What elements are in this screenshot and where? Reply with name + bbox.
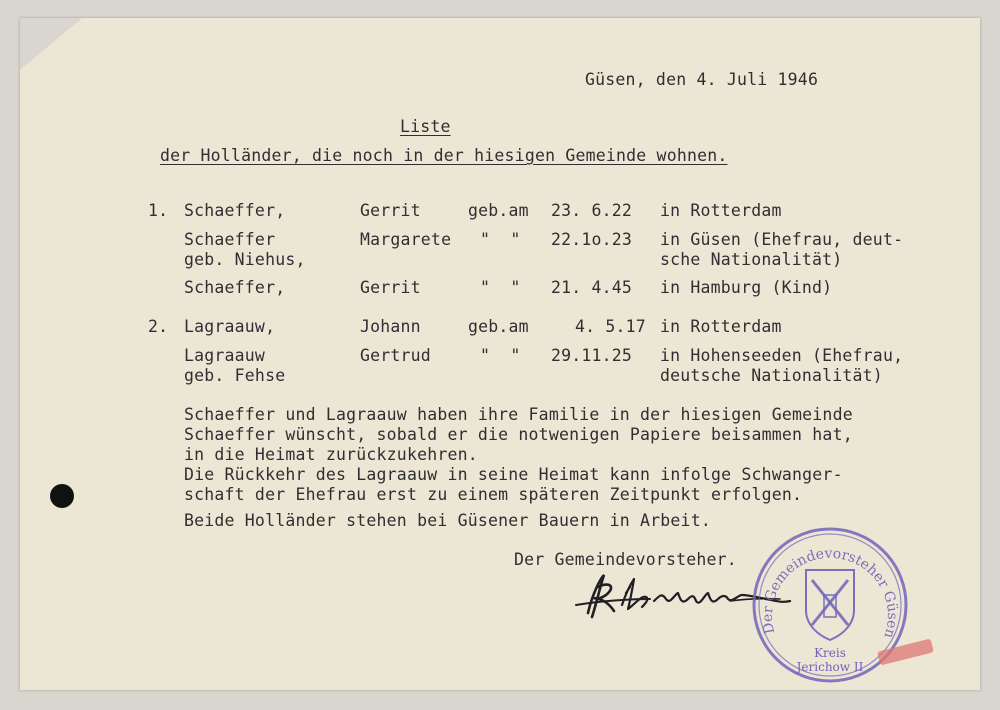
- firstname: Gerrit: [360, 201, 421, 220]
- maiden-name: geb. Fehse: [184, 366, 286, 385]
- body-line: in die Heimat zurückzukehren.: [184, 445, 478, 464]
- surname: Schaeffer,: [184, 201, 286, 220]
- ditto-mark: " ": [480, 278, 521, 297]
- body-line: Beide Holländer stehen bei Güsener Bauern in Arbeit.: [184, 511, 711, 530]
- firstname: Gerrit: [360, 278, 421, 297]
- surname: Schaeffer,: [184, 278, 286, 297]
- body-line: Schaeffer wünscht, sobald er die notwenigen Papiere beisammen hat,: [184, 425, 853, 444]
- birth-place: in Hamburg (Kind): [660, 278, 833, 297]
- document-title: Liste: [400, 117, 451, 136]
- body-line: schaft der Ehefrau erst zu einem späteren Zeitpunkt erfolgen.: [184, 485, 803, 504]
- born-label: geb.am: [468, 317, 529, 336]
- folded-corner: [20, 18, 82, 70]
- svg-text:Der Gemeindevorsteher Güsen: [760, 546, 900, 640]
- stamp-line2: Jerichow II: [796, 660, 864, 674]
- ditto-mark: " ": [480, 346, 521, 365]
- ditto-mark: " ": [480, 230, 521, 249]
- birth-place-cont: sche Nationalität): [660, 250, 843, 269]
- stamp-ring-text: Der Gemeindevorsteher Güsen: [759, 545, 901, 641]
- birth-date: 29.11.25: [551, 346, 633, 365]
- birth-place: in Rotterdam: [660, 317, 782, 336]
- document-subtitle: der Holländer, die noch in der hiesigen Gemeinde wohnen.: [160, 146, 728, 165]
- birth-date: 23. 6.22: [551, 201, 633, 220]
- body-line: Die Rückkehr des Lagraauw in seine Heimat kann infolge Schwanger-: [184, 465, 843, 484]
- birth-place-cont: deutsche Nationalität): [660, 366, 883, 385]
- maiden-name: geb. Niehus,: [184, 250, 306, 269]
- surname: Lagraauw: [184, 346, 266, 365]
- body-line: Schaeffer und Lagraauw haben ihre Familie in der hiesigen Gemeinde: [184, 405, 853, 424]
- place-date: Güsen, den 4. Juli 1946: [585, 70, 819, 89]
- birth-place: in Rotterdam: [660, 201, 782, 220]
- born-label: geb.am: [468, 201, 529, 220]
- birth-date: 22.1o.23: [551, 230, 633, 249]
- firstname: Johann: [360, 317, 421, 336]
- entry-number: 1.: [148, 201, 169, 220]
- entry-number: 2.: [148, 317, 169, 336]
- surname: Schaeffer: [184, 230, 276, 249]
- birth-place: in Güsen (Ehefrau, deut-: [660, 230, 904, 249]
- stamp-line1: Kreis: [814, 646, 846, 660]
- surname: Lagraauw,: [184, 317, 276, 336]
- firstname: Margarete: [360, 230, 452, 249]
- punch-hole: [50, 484, 74, 508]
- closing-signoff: Der Gemeindevorsteher.: [514, 550, 737, 569]
- firstname: Gertrud: [360, 346, 431, 365]
- birth-date: 4. 5.17: [575, 317, 646, 336]
- birth-date: 21. 4.45: [551, 278, 633, 297]
- birth-place: in Hohenseeden (Ehefrau,: [660, 346, 904, 365]
